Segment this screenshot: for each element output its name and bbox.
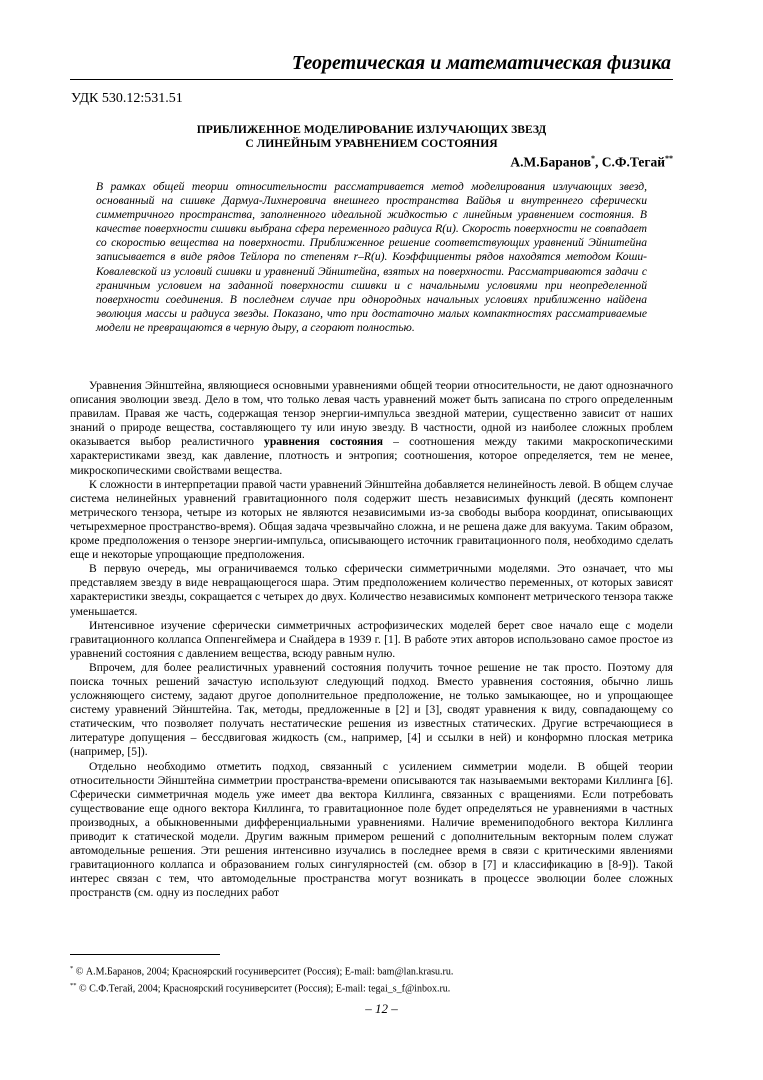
article-title-line-1: ПРИБЛИЖЕННОЕ МОДЕЛИРОВАНИЕ ИЗЛУЧАЮЩИХ ЗВЕЗД — [196, 123, 547, 136]
author-2: С.Ф.Тегай — [601, 154, 665, 170]
body-paragraph-2: К сложности в интерпретации правой части уравнений Эйнштейна добавляется нелинейность левой. В общем случае система нелинейных уравнений гравитационного поля содержит шесть независимых функций (десять компонент метрического тензора, четыре из которых не являются независимыми из-за свободы выбора координат, описывающих четырехмерное пространство-время). Общая задача чрезвычайно сложна, и не решена даже для вакуума. Таким образом, кроме предположения о тензоре энергии-импульса, описывающего источник гравитационного поля, необходимо сделать еще и некоторые упрощающие предположения. — [70, 477, 673, 562]
footnote-1 — [70, 962, 673, 979]
footnote-rule — [70, 954, 220, 955]
paragraph-1-text-end: – соотношения между такими макроскопическими характеристиками звезд, как давление, плотность и энтропия; соотношения, которое определяется, тем не менее, микроскопическими свойствами вещества. — [70, 435, 673, 477]
body-paragraph-3: В первую очередь, мы ограничиваемся только сферически симметричными моделями. Это означает, что мы представляем звезду в виде невращающегося шара. Этим предположением количество переменных, от которых зависят характеристики звезды, сокращается с четырех до двух. Количество независимых компонент метрического тензора также уменьшается. — [70, 562, 673, 618]
author-line — [510, 154, 673, 171]
body-paragraph-4: Интенсивное изучение сферически симметричных астрофизических моделей берет свое начало еще с модели гравитационного коллапса Оппенгеймера и Снайдера в 1939 г. [1]. В работе этих авторов использовано самое простое из уравнений состояния с давлением вещества, всюду равным нулю. — [70, 618, 673, 660]
footnote-2-text: © С.Ф.Тегай, 2004; Красноярский госуниверситет (Россия); E-mail: tegai_s_f@inbox.ru. — [76, 983, 451, 995]
article-title — [70, 123, 673, 151]
udk-code: УДК 530.12:531.51 — [71, 91, 183, 106]
footnote-2 — [70, 979, 673, 996]
key-term-equation-of-state: уравнения состояния — [264, 435, 384, 449]
footnotes — [70, 962, 673, 997]
author-2-footnote-mark: ** — [665, 154, 673, 163]
abstract: В рамках общей теории относительности рассматривается метод моделирования излучающих звезд, основанный на сшивке Дармуа-Лихнеровича внешнего пространства Вайдья и внутреннего сферически симметричного пространства, заполненного идеальной жидкостью с линейным уравнением состояния. В качестве поверхности сшивки выбрана сфера переменного радиуса R(u). Скорость поверхности не совпадает со скоростью вещества на поверхности. Приближенное решение соответствующих уравнений Эйнштейна записывается в виде рядов Тейлора по степеням r–R(u). Коэффициенты рядов находятся методом Коши-Ковалевской из условий сшивки и уравнений Эйнштейна, взятых на поверхности. Рассматриваются задачи с граничным условием на заданной поверхности сшивки и с начальными условиями при неопределенной поверхности соединения. В последнем случае при однородных начальных условиях приближенно найдена эволюция массы и радиуса звезды. Показано, что при достаточно малых компактностях рассматриваемые модели не превращаются в черную дыру, а сгорают полностью. — [96, 180, 647, 334]
article-body — [70, 379, 673, 900]
body-paragraph-5: Впрочем, для более реалистичных уравнений состояния получить точное решение не так просто. Поэтому для поиска точных решений зачастую используют следующий подход. Вместо уравнения состояния, обычно лишь усложняющего систему, задают другое дополнительное предположение, не только замыкающее, но и упрощающее систему уравнений Эйнштейна. Так, методы, предложенные в [2] и [3], сводят уравнения к виду, совпадающему со статическим, что позволяет получать нестатические решения из известных статических. Другие встречающиеся в литературе допущения – бессдвиговая жидкость (см., например, [4] и ссылки в ней) и конформно плоская метрика (например, [5]). — [70, 660, 673, 759]
footnote-2-mark: ** — [70, 982, 77, 990]
footnote-1-text: © А.М.Баранов, 2004; Красноярский госуниверситет (Россия); E-mail: bam@lan.krasu.ru. — [73, 966, 454, 978]
paragraph-1-text-start: Уравнения Эйнштейна, являющиеся основными уравнениями общей теории относительности, не дают однозначного описания эволюции звезд. Дело в том, что только левая часть уравнений может быть записана по строго определенным правилам. Правая же часть, содержащая тензор энергии-импульса звездной материи, существенно зависит от наших знаний о природе вещества, составляющего ту или иную звезду. В частности, одной из наиболее сложных проблем оказывается выбор реалистичного — [70, 379, 673, 449]
author-1-footnote-mark: * — [591, 154, 595, 163]
author-1: А.М.Баранов — [510, 154, 591, 170]
footnote-1-mark: * — [70, 965, 74, 972]
page-number: – 12 – — [365, 1001, 398, 1016]
article-title-line-2: С ЛИНЕЙНЫМ УРАВНЕНИЕМ СОСТОЯНИЯ — [245, 137, 498, 150]
author-separator: , — [595, 154, 602, 170]
header-rule — [70, 79, 673, 80]
body-paragraph-1 — [70, 379, 673, 478]
journal-section-title: Теоретическая и математическая физика — [291, 52, 671, 74]
body-paragraph-6: Отдельно необходимо отметить подход, связанный с усилением симметрии модели. В общей теории относительности Эйнштейна симметрии пространства-времени описываются так называемыми векторами Киллинга [6]. Сферически симметричная модель уже имеет два вектора Киллинга, связанных с вращениями. Если потребовать существование еще одного вектора Киллинга, то гравитационное поле будет определяться не уравнениями в частных производных, а обыкновенными дифференциальными уравнениями. Наличие времениподобного вектора Киллинга приводит к статической модели. Другим важным примером решений с дополнительным векторным полем служат автомодельные решения. Эти решения интенсивно изучались в последнее время в связи с критическими явлениями гравитационного коллапса и образованием голых сингулярностей (см. обзор в [7] и классификацию в [8-9]). Такой интерес связан с тем, что автомодельные пространства могут возникать в процессе эволюции более сложных пространств (см. одну из последних работ — [70, 759, 673, 900]
